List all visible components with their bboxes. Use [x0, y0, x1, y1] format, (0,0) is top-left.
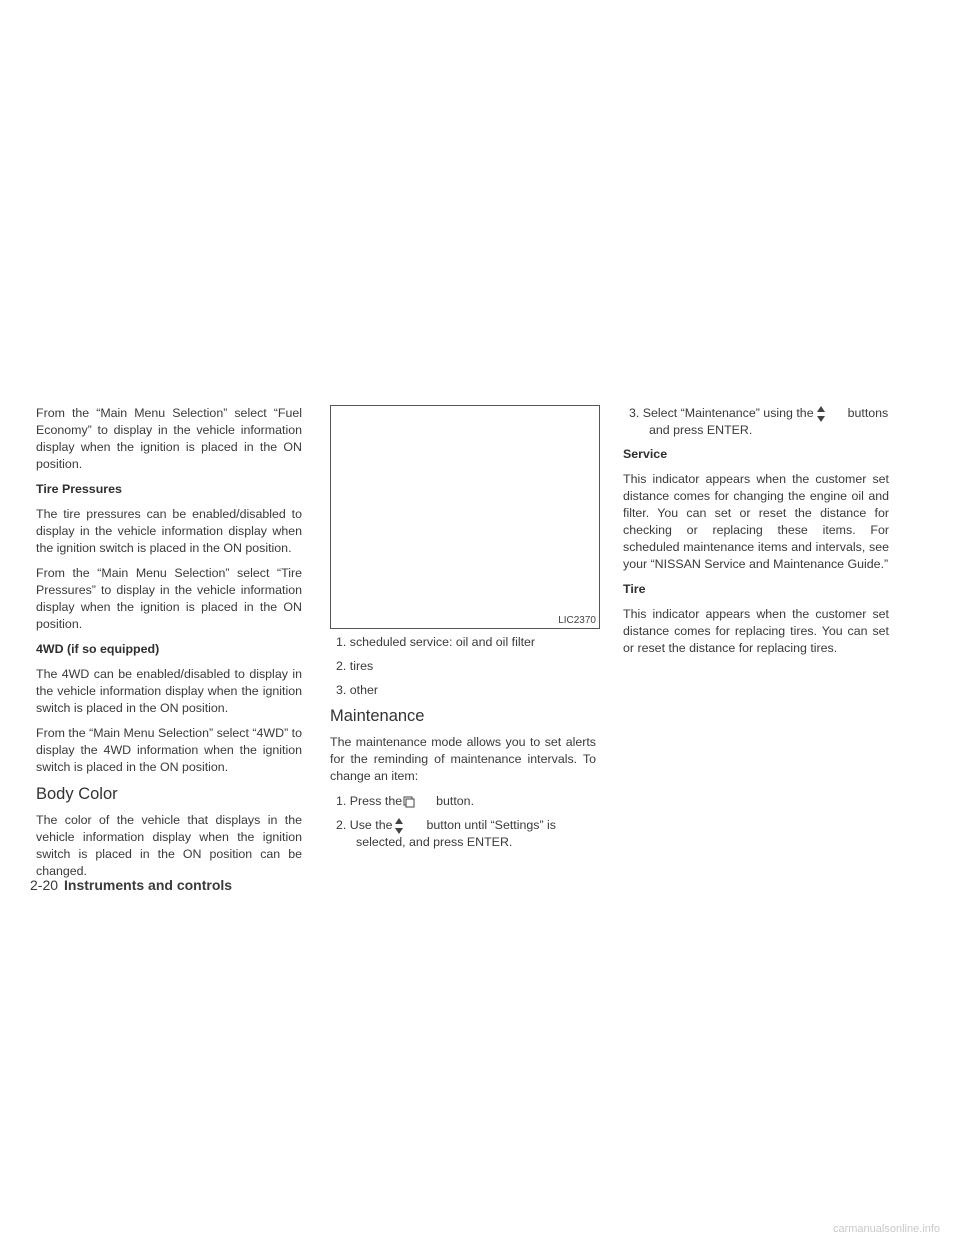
column-middle — [330, 405, 596, 858]
column-right — [623, 405, 889, 665]
paragraph-maintenance-intro: The maintenance mode allows you to set alerts for the reminding of maintenance intervals. To change an item: — [330, 735, 596, 783]
page-number: 2-20 — [30, 877, 59, 893]
list-item: 3. other — [336, 683, 379, 697]
step-2 — [330, 817, 596, 851]
heading-4wd: 4WD (if so equipped) — [36, 642, 160, 656]
step-3 — [623, 405, 889, 439]
heading-tire: Tire — [623, 582, 646, 597]
step-1-text-b: button. — [436, 794, 475, 808]
figure-maintenance-display — [330, 405, 600, 629]
step-2-text-b: button until “Settings” is selected, and press ENTER. — [356, 818, 556, 850]
heading-tire-pressures: Tire Pressures — [36, 482, 122, 496]
up-down-arrows-icon — [814, 405, 848, 422]
list-item: 1. scheduled service: oil and oil filter — [336, 635, 536, 649]
paragraph-tire: This indicator appears when the customer set distance comes for replacing tires. You can set or reset the distance for replacing tires. — [623, 607, 889, 656]
paragraph-4wd-select: From the “Main Menu Selection” select “4WD” to display the 4WD information when the ignition switch is placed in the ON position. — [36, 726, 302, 774]
heading-service: Service — [623, 447, 668, 462]
paragraph-body-color: The color of the vehicle that displays in the vehicle information display when the ignition switch is placed in the ON position can be changed. — [36, 813, 302, 878]
step-1-text-a: 1. Press the — [336, 794, 403, 808]
page-footer — [30, 877, 232, 893]
paragraph-tire-pressures-select: From the “Main Menu Selection” select “Tire Pressures” to display in the vehicle information display when the ignition is placed in the ON position. — [36, 566, 302, 631]
step-3-text-b: buttons and press ENTER. — [649, 406, 889, 438]
figure-label: LIC2370 — [558, 615, 596, 626]
paragraph-fuel-economy: From the “Main Menu Selection” select “Fuel Economy” to display in the vehicle information display when the ignition is placed in the ON position. — [36, 406, 302, 471]
step-3-text-a: 3. Select “Maintenance” using the — [629, 406, 814, 420]
section-title: Instruments and controls — [64, 877, 233, 893]
heading-maintenance: Maintenance — [330, 707, 425, 725]
step-1 — [330, 793, 596, 810]
up-down-arrows-icon — [392, 817, 426, 834]
step-2-text-a: 2. Use the — [336, 818, 393, 833]
back-menu-icon — [402, 793, 436, 810]
list-item: 2. tires — [336, 659, 374, 673]
paragraph-tire-pressures-enable: The tire pressures can be enabled/disabled to display in the vehicle information display when the ignition switch is placed in the ON position. — [36, 507, 302, 555]
column-left — [36, 405, 302, 888]
paragraph-4wd-enable: The 4WD can be enabled/disabled to display in the vehicle information display when the ignition switch is placed in the ON position. — [36, 667, 302, 715]
heading-body-color: Body Color — [36, 785, 118, 803]
paragraph-service: This indicator appears when the customer set distance comes for changing the engine oil and filter. You can set or reset the distance for checking or replacing these items. For scheduled maintenance items and intervals, see your “NISSAN Service and Maintenance Guide.” — [623, 472, 889, 572]
watermark: carmanualsonline.info — [832, 1223, 940, 1235]
